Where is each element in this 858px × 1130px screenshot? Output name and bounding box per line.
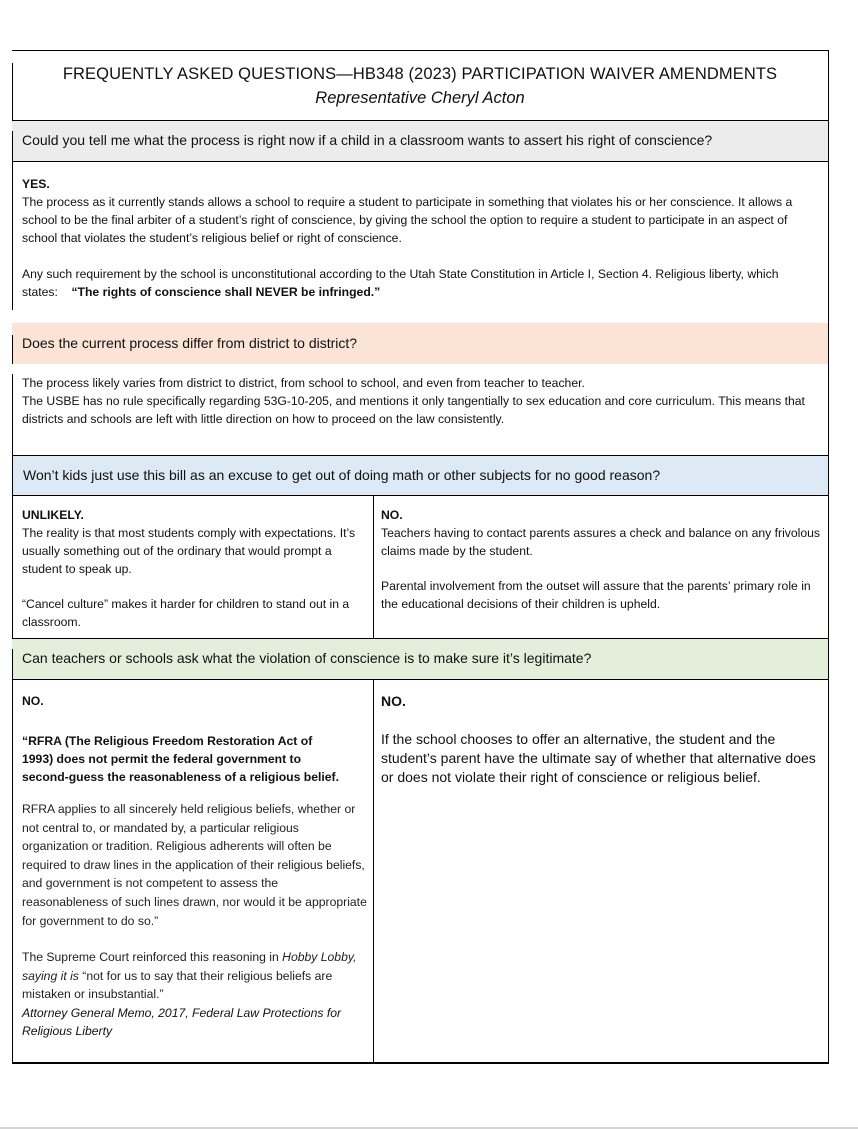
answer-paragraph: “Cancel culture” makes it harder for children to stand out in a classroom. [22,597,350,629]
question-text: Won’t kids just use this bill as an excuse to get out of doing math or other subjects for no good reason? [23,467,661,483]
faq-answer-1 [12,162,829,323]
question-text: Does the current process differ from district to district? [22,335,358,351]
left-border [12,335,13,364]
faq-question-4 [12,639,829,679]
column-divider [373,496,374,638]
rfra-quote-lead: “RFRA (The Religious Freedom Restoration Act of 1993) does not permit the federal government to second-guess the reasonableness of a religious belief. [22,734,339,784]
answer-verdict: NO. [381,508,403,522]
document-header [12,51,829,120]
column-divider [373,680,374,1062]
document-title: FREQUENTLY ASKED QUESTIONS—HB348 (2023) PARTICIPATION WAIVER AMENDMENTS [62,65,778,83]
constitution-quote: “The rights of conscience shall NEVER be infringed.” [71,285,381,299]
rfra-quote-body: RFRA applies to all sincerely held religious beliefs, whether or not central to, or mandated by, a particular religious organization or tradition. Religious adherents will often be required to draw lines in the application of their religious beliefs, and government is not competent to assess the reasonableness of such lines drawn, nor would it be appropriate for government to do so.” [22,802,367,928]
answer-paragraph: The process likely varies from district to district, from school to school, and even from teacher to teacher. [22,376,585,390]
question-text: Can teachers or schools ask what the violation of conscience is to make sure it’s legitimate? [22,650,592,666]
document-subtitle: Representative Cheryl Acton [315,89,525,107]
answer-paragraph [22,265,816,301]
left-border [12,162,13,310]
bottom-border [12,1062,829,1064]
answer-verdict: UNLIKELY. [22,508,84,522]
answer-paragraph: Parental involvement from the outset will assure that the parents’ primary role in the educational decisions of their children is upheld. [381,579,811,611]
page-edge [0,1127,858,1129]
answer-verdict: NO. [22,694,44,708]
citation: Attorney General Memo, 2017, Federal Law Protections for Religious Liberty [22,1005,342,1038]
supreme-court-note: The Supreme Court reinforced this reasoning in Hobby Lobby, saying it is “not for us to say that their religious beliefs are mistaken or insubstantial.” [22,950,357,1002]
answer-paragraph: The USBE has no rule specifically regarding 53G-10-205, and mentions it only tangentially to sex education and core curriculum. This means that districts and schools are left with little direction on how to proceed on the law consistently. [22,394,805,426]
answer-verdict: YES. [22,177,50,191]
answer-paragraph: If the school chooses to offer an alternative, the student and the student’s parent have the ultimate say of whether that alternative does or does not violate their right of conscience or religious belief. [381,731,816,785]
answer-paragraph: The process as it currently stands allows a school to require a student to participate in something that violates his or her conscience. It allows a school to be the final arbiter of a student’s right of conscience, by giving the school the option to require a student to participate in an aspect of school that violates the student’s religious belief or right of conscience. [22,195,793,245]
answer-lead: Any such requirement by the school is unconstitutional according to the Utah State Constitution in Article I, Section 4. Religious liberty, which states: [22,267,779,299]
answer-paragraph: Teachers having to contact parents assures a check and balance on any frivolous claims made by the student. [381,526,821,558]
faq-question-3 [12,456,829,495]
faq-question-2 [12,323,829,364]
question-text: Could you tell me what the process is right now if a child in a classroom wants to assert his right of conscience? [22,132,713,148]
left-border [12,374,13,455]
faq-answer-3 [12,496,829,638]
left-border [12,131,13,161]
answer-verdict: NO. [381,693,406,709]
left-border [12,649,13,679]
answer-paragraph: The reality is that most students comply with expectations. It’s usually something out of the ordinary that would prompt a student to speak up. [22,526,356,576]
faq-question-1 [12,121,829,161]
faq-answer-2 [12,364,829,455]
faq-answer-4 [12,680,829,1062]
